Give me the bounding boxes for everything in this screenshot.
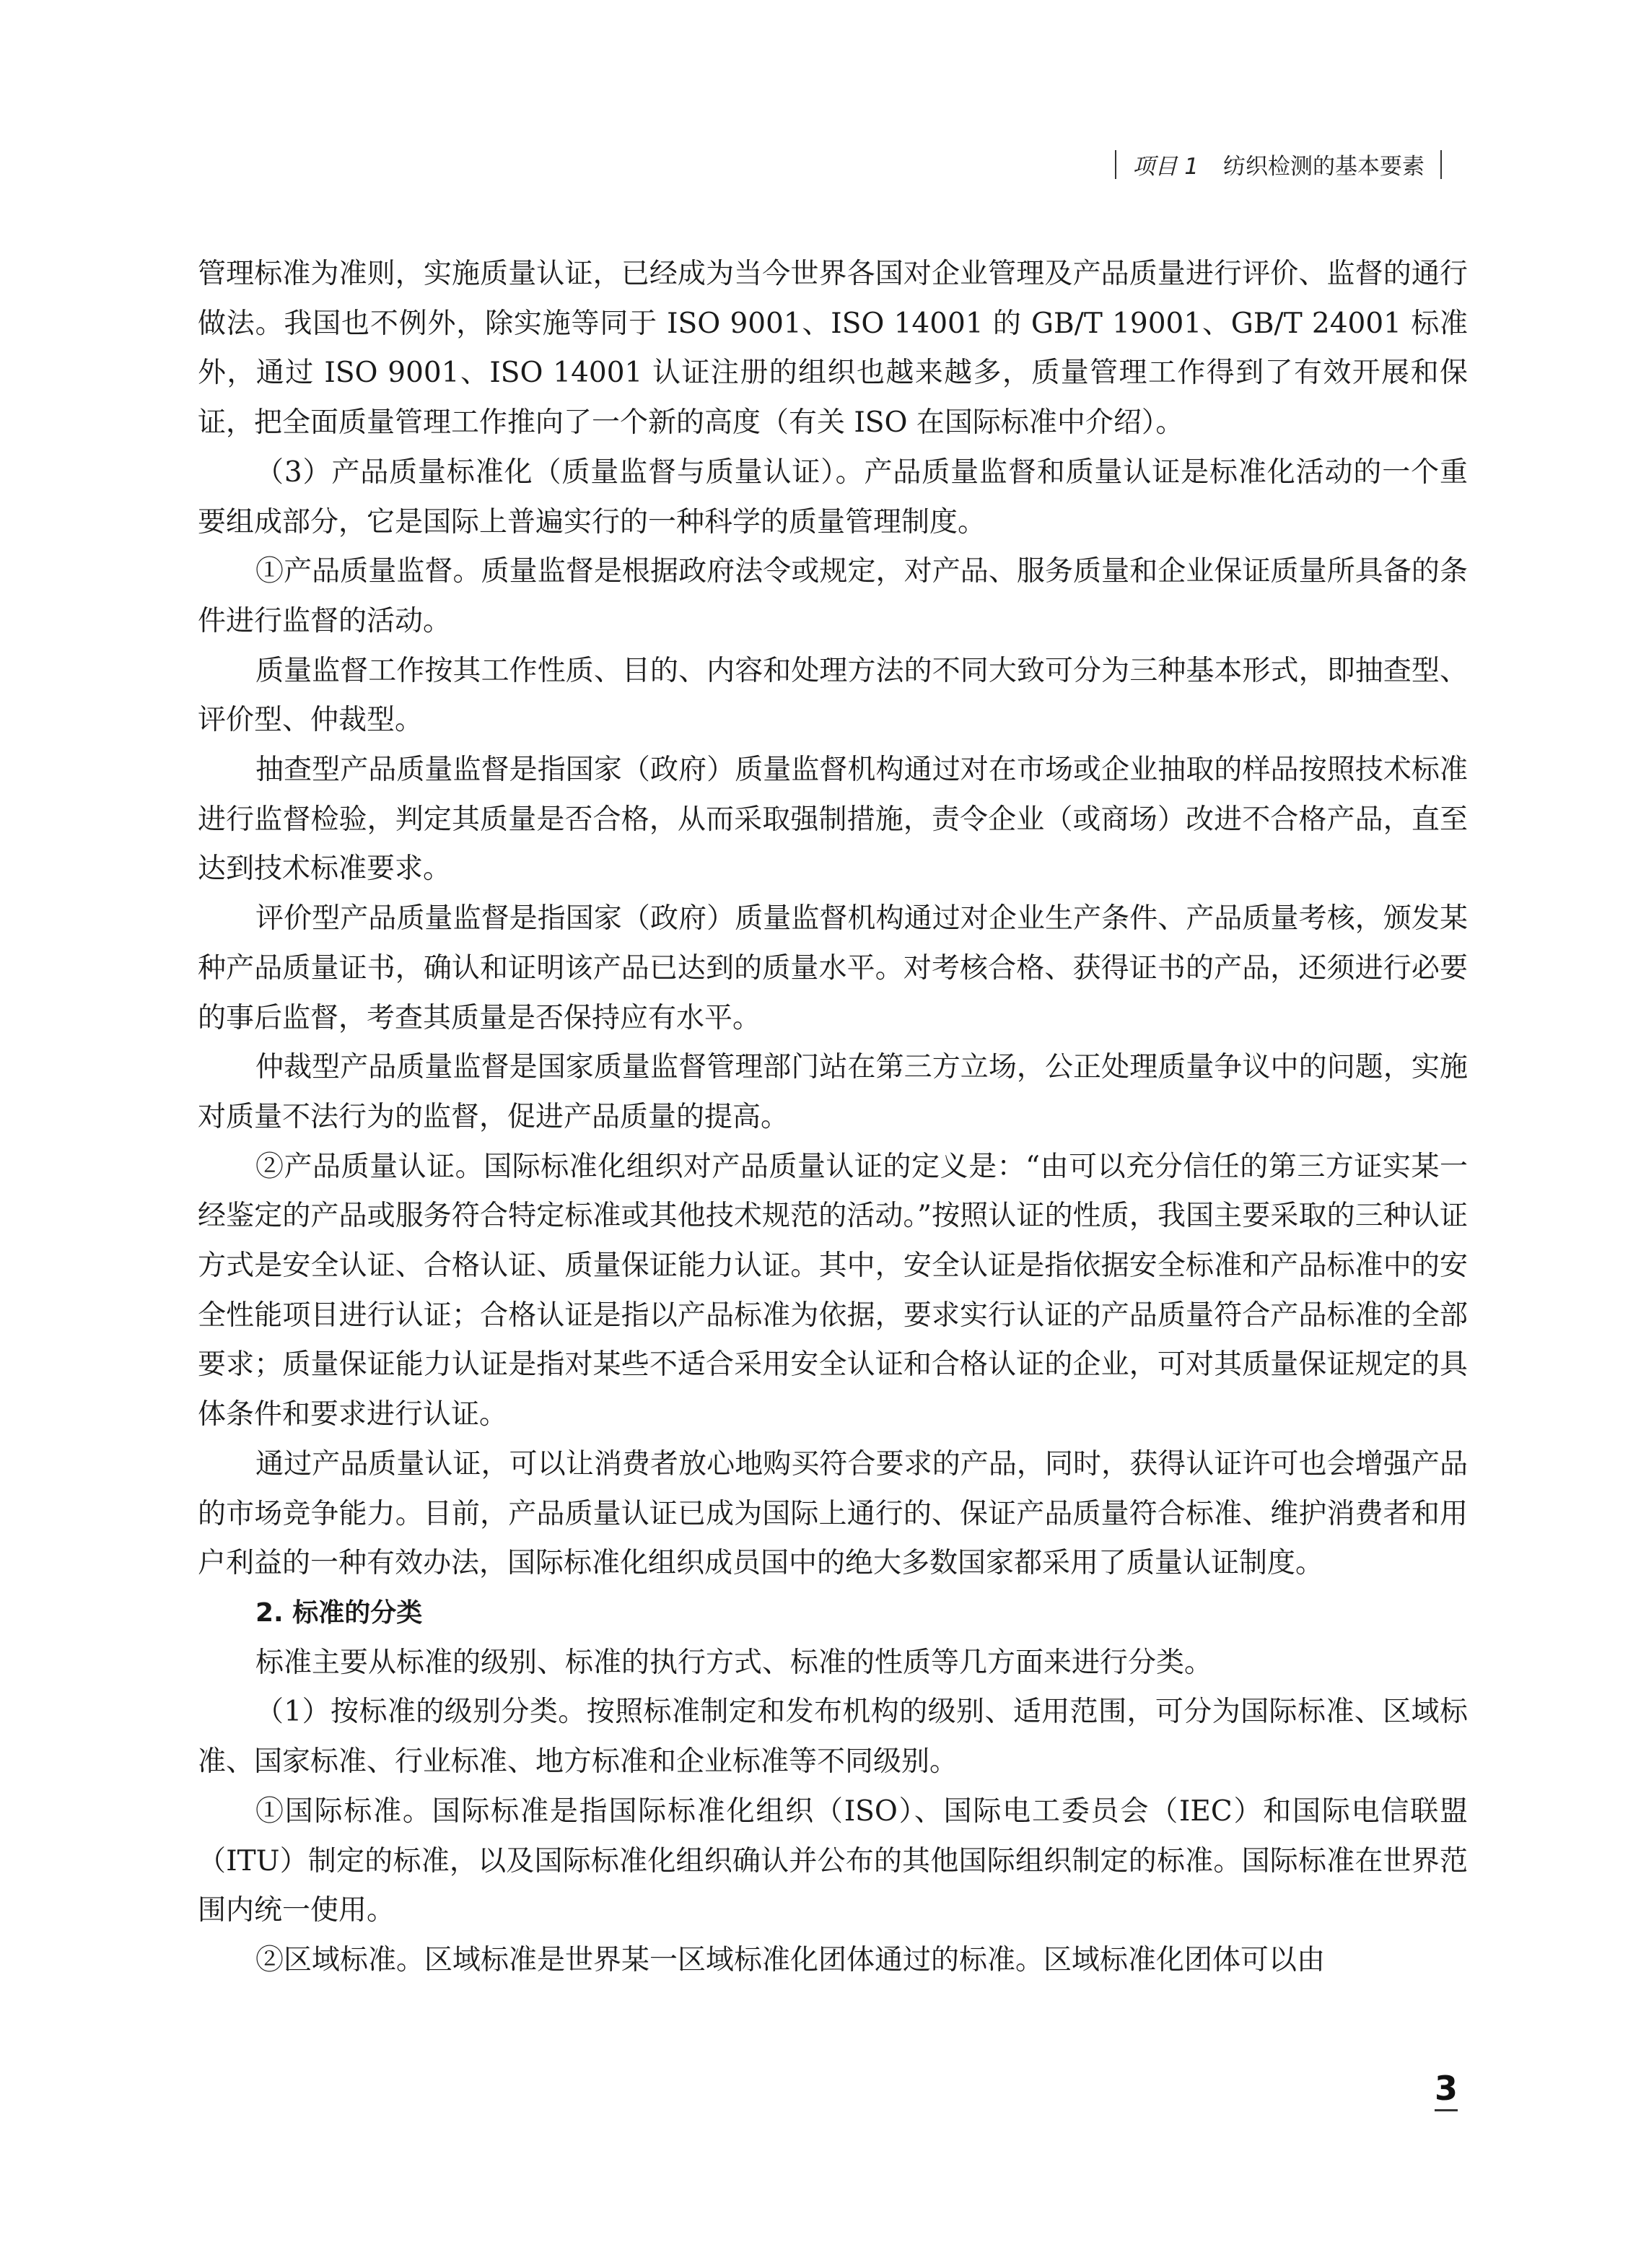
paragraph: 通过产品质量认证，可以让消费者放心地购买符合要求的产品，同时，获得认证许可也会增强产品的市场竞争能力。目前，产品质量认证已成为国际上通行的、保证产品质量符合标准、维护消费者和用户利益的一种有效办法，国际标准化组织成员国中的绝大多数国家都采用了质量认证制度。 [198,1447,1468,1580]
header-chapter-title: 纺织检测的基本要素 [1223,154,1424,180]
paragraph-continued: 管理标准为准则，实施质量认证，已经成为当今世界各国对企业管理及产品质量进行评价、监督的通行做法。我国也不例外，除实施等同于 ISO 9001、ISO 14001 的 GB/T 19001、GB/T 24001 标准外，通过 ISO 9001、ISO 14001 认证注册的组织也越来越多，质量管理工作得到了有效开展和保证，把全面质量管理工作推向了一个新的高度（有关 ISO 在国际标准中介绍）。 [198,258,1468,440]
header-divider-right [1440,150,1442,179]
paragraph: ②产品质量认证。国际标准化组织对产品质量认证的定义是：“由可以充分信任的第三方证实某一经鉴定的产品或服务符合特定标准或其他技术规范的活动。”按照认证的性质，我国主要采取的三种认证方式是安全认证、合格认证、质量保证能力认证。其中，安全认证是指依据安全标准和产品标准中的安全性能项目进行认证；合格认证是指以产品标准为依据，要求实行认证的产品质量符合产品标准的全部要求；质量保证能力认证是指对某些不适合采用安全认证和合格认证的企业，可对其质量保证规定的具体条件和要求进行认证。 [198,1150,1468,1431]
paragraph: 仲裁型产品质量监督是国家质量监督管理部门站在第三方立场，公正处理质量争议中的问题，实施对质量不法行为的监督，促进产品质量的提高。 [198,1051,1468,1133]
running-header [1099,148,1458,180]
section-heading: 2. 标准的分类 [255,1597,423,1628]
paragraph: ①国际标准。国际标准是指国际标准化组织（ISO）、国际电工委员会（IEC）和国际电信联盟（ITU）制定的标准，以及国际标准化组织确认并公布的其他国际组织制定的标准。国际标准在世界范围内统一使用。 [198,1794,1468,1927]
paragraph: ①产品质量监督。质量监督是根据政府法令或规定，对产品、服务质量和企业保证质量所具备的条件进行监督的活动。 [198,555,1468,637]
paragraph: 标准主要从标准的级别、标准的执行方式、标准的性质等几方面来进行分类。 [255,1646,1213,1679]
paragraph: 抽查型产品质量监督是指国家（政府）质量监督机构通过对在市场或企业抽取的样品按照技术标准进行监督检验，判定其质量是否合格，从而采取强制措施，责令企业（或商场）改进不合格产品，直至达到技术标准要求。 [198,754,1468,886]
paragraph: （3）产品质量标准化（质量监督与质量认证）。产品质量监督和质量认证是标准化活动的一个重要组成部分，它是国际上普遍实行的一种科学的质量管理制度。 [198,455,1468,538]
paragraph: （1）按标准的级别分类。按照标准制定和发布机构的级别、适用范围，可分为国际标准、区域标准、国家标准、行业标准、地方标准和企业标准等不同级别。 [198,1696,1468,1779]
header-divider-left [1115,150,1116,179]
paragraph: 质量监督工作按其工作性质、目的、内容和处理方法的不同大致可分为三种基本形式，即抽查型、评价型、仲裁型。 [198,654,1468,737]
header-project-label: 项目 1 [1132,154,1199,180]
paragraph: 评价型产品质量监督是指国家（政府）质量监督机构通过对企业生产条件、产品质量考核，颁发某种产品质量证书，确认和证明该产品已达到的质量水平。对考核合格、获得证书的产品，还须进行必要的事后监督，考查其质量是否保持应有水平。 [198,902,1468,1034]
page-number: 3 [1435,2072,1458,2111]
paragraph: ②区域标准。区域标准是世界某一区域标准化团体通过的标准。区域标准化团体可以由 [255,1943,1326,1976]
body-text [198,250,1468,1986]
